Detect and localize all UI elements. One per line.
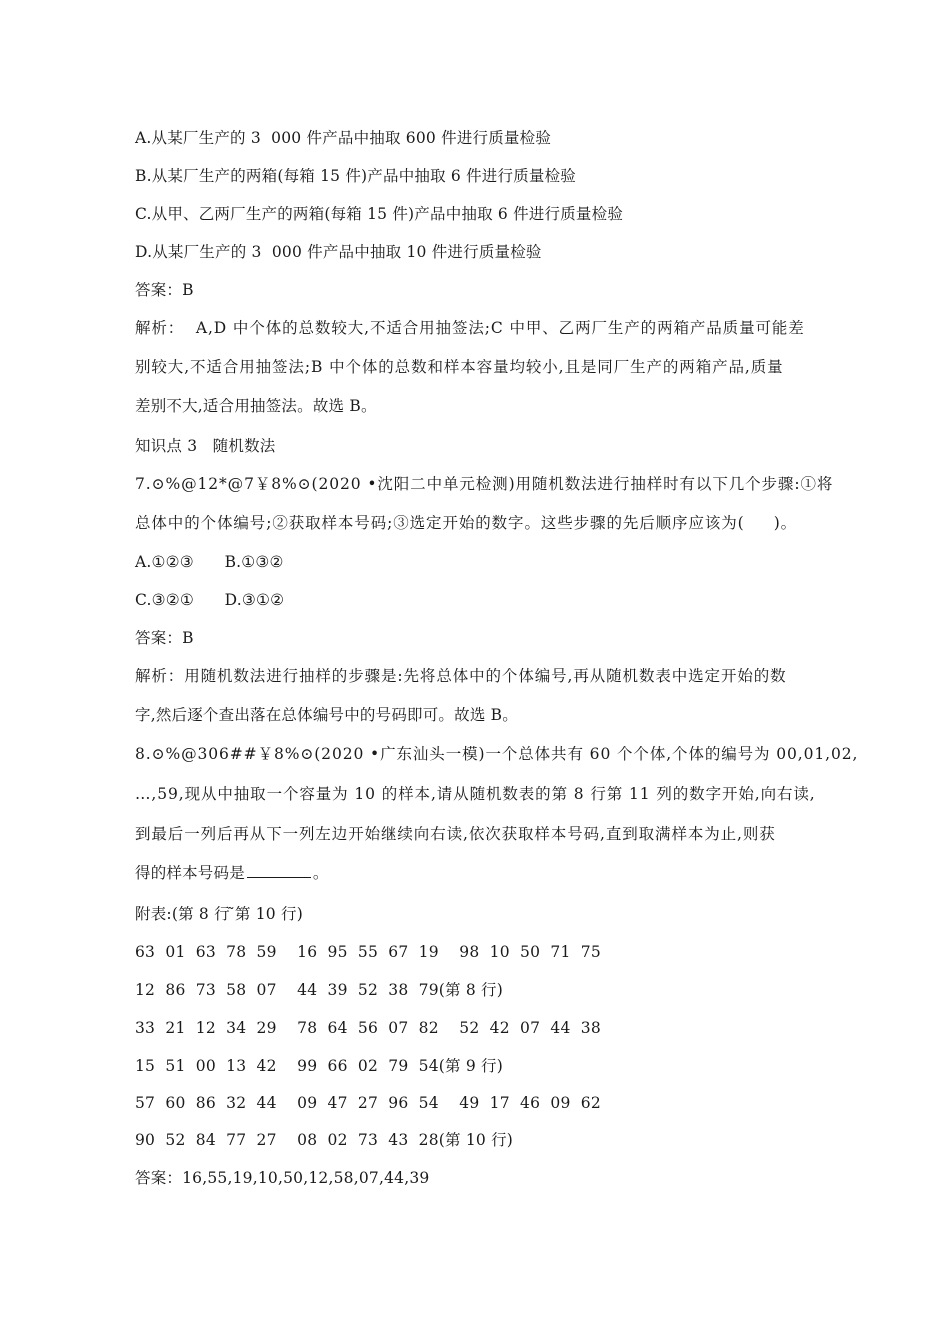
q6-answer: 答案：B bbox=[135, 281, 194, 299]
random-table-row: 90 52 84 77 27 08 02 73 43 28(第 10 行) bbox=[135, 1131, 514, 1149]
q7-options-row: C.③②① D.③①② bbox=[135, 591, 285, 609]
q7-stem-line: 7.⊙%@12*@7￥8%⊙(2020 •沈阳二中单元检测)用随机数法进行抽样时有以下几个步骤:①将 bbox=[135, 475, 834, 493]
random-table-row: 33 21 12 34 29 78 64 56 07 82 52 42 07 44 38 bbox=[135, 1019, 601, 1037]
q8-stem-period: 。 bbox=[312, 864, 329, 882]
section-heading: 知识点 3 随机数法 bbox=[135, 437, 276, 455]
q6-option-b: B.从某厂生产的两箱(每箱 15 件)产品中抽取 6 件进行质量检验 bbox=[135, 167, 577, 185]
random-table-row: 57 60 86 32 44 09 47 27 96 54 49 17 46 09 62 bbox=[135, 1094, 601, 1112]
q7-stem-line: 总体中的个体编号;②获取样本号码;③选定开始的数字。这些步骤的先后顺序应该为( )。 bbox=[135, 514, 798, 532]
q6-analysis-line: 差别不大,适合用抽签法。故选 B。 bbox=[135, 397, 377, 415]
q8-answer: 答案：16,55,19,10,50,12,58,07,44,39 bbox=[135, 1169, 430, 1187]
random-table-row: 15 51 00 13 42 99 66 02 79 54(第 9 行) bbox=[135, 1057, 503, 1075]
random-table-row: 12 86 73 58 07 44 39 52 38 79(第 8 行) bbox=[135, 981, 503, 999]
q6-option-d: D.从某厂生产的 3 000 件产品中抽取 10 件进行质量检验 bbox=[135, 243, 542, 261]
answer-blank bbox=[247, 863, 311, 878]
q8-stem-line: …,59,现从中抽取一个容量为 10 的样本,请从随机数表的第 8 行第 11 列的数字开始,向右读, bbox=[135, 785, 816, 803]
q7-answer: 答案：B bbox=[135, 629, 194, 647]
q7-analysis-line: 解析：用随机数法进行抽样的步骤是:先将总体中的个体编号,再从随机数表中选定开始的数 bbox=[135, 667, 787, 685]
q6-analysis-line: 别较大,不适合用抽签法;B 中个体的总数和样本容量均较小,且是同厂生产的两箱产品,质量 bbox=[135, 358, 784, 376]
q7-analysis-line: 字,然后逐个查出落在总体编号中的号码即可。故选 B。 bbox=[135, 706, 518, 724]
q6-option-a: A.从某厂生产的 3 000 件产品中抽取 600 件进行质量检验 bbox=[135, 129, 552, 147]
q8-stem-last-line bbox=[135, 863, 329, 883]
q7-options-row: A.①②③ B.①③② bbox=[135, 553, 284, 571]
table-caption: 附表:(第 8 行 ̃第 10 行) bbox=[135, 905, 303, 923]
q6-analysis-line: 解析： A,D 中个体的总数较大,不适合用抽签法;C 中甲、乙两厂生产的两箱产品质量可能差 bbox=[135, 319, 805, 337]
q8-stem-text: 得的样本号码是 bbox=[135, 864, 245, 882]
q8-stem-line: 到最后一列后再从下一列左边开始继续向右读,依次获取样本号码,直到取满样本为止,则获 bbox=[135, 825, 776, 843]
q8-stem-line: 8.⊙%@306##￥8%⊙(2020 •广东汕头一模)一个总体共有 60 个个体,个体的编号为 00,01,02, bbox=[135, 745, 859, 763]
random-table-row: 63 01 63 78 59 16 95 55 67 19 98 10 50 71 75 bbox=[135, 943, 601, 961]
q6-option-c: C.从甲、乙两厂生产的两箱(每箱 15 件)产品中抽取 6 件进行质量检验 bbox=[135, 205, 624, 223]
